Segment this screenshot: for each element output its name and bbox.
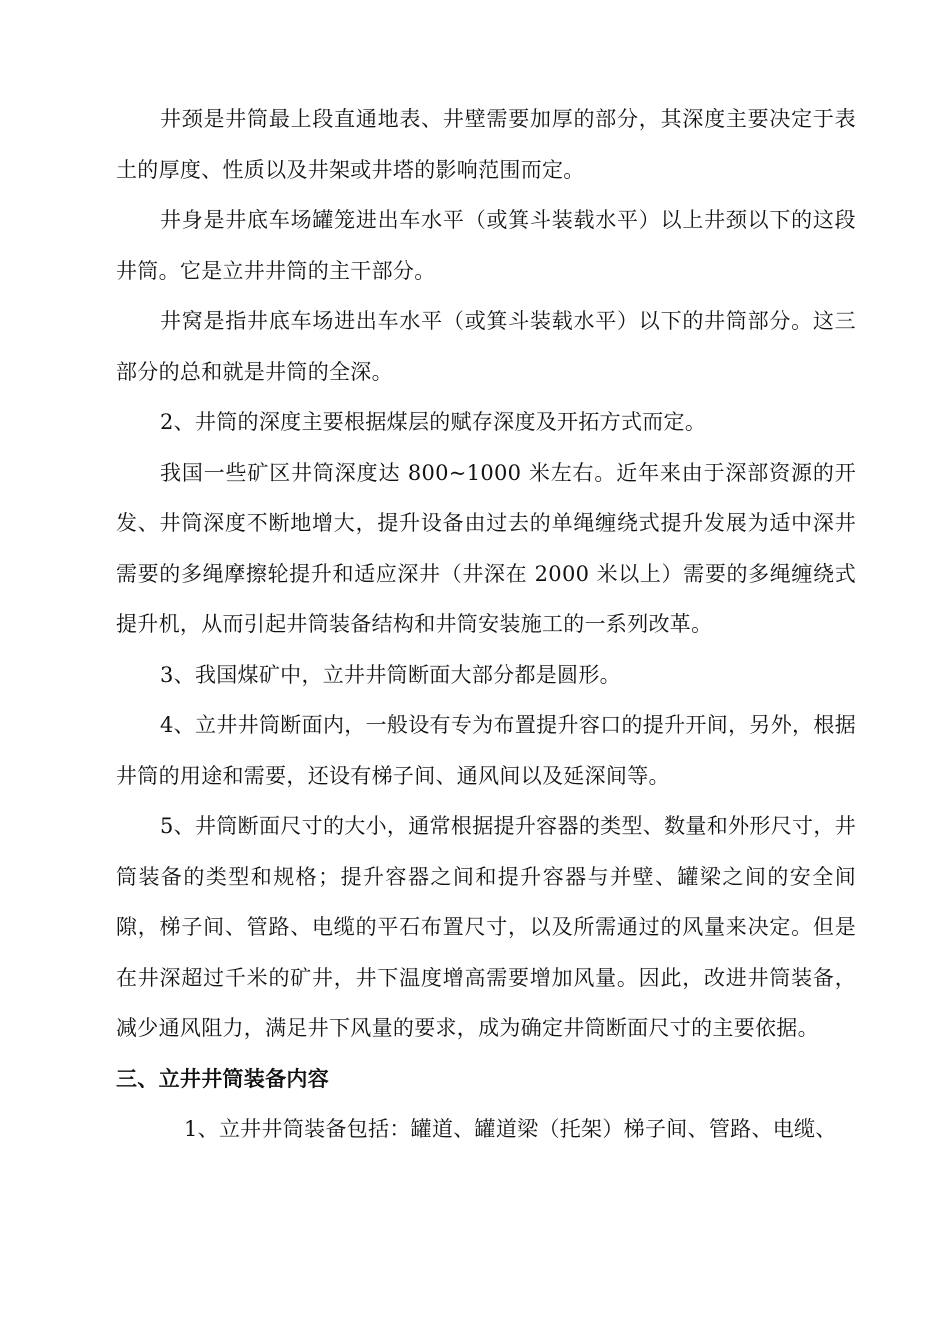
section-heading: 三、立井井筒装备内容 (116, 1065, 329, 1091)
paragraph-equipment-list: 1、立井井筒装备包括：罐道、罐道梁（托架）梯子间、管路、电缆、 (184, 1117, 837, 1141)
paragraph-shaft-depth: 2、井筒的深度主要根据煤层的赋存深度及开拓方式而定。 (160, 410, 707, 434)
paragraph-compartments: 4、立井井筒断面内，一般设有专为布置提升容口的提升开间，另外，根据井筒的用途和需要，还设有梯子间、通风间以及延深间等。 (116, 713, 856, 788)
paragraph-shaft-sump: 井窝是指井底车场进出车水平（或箕斗装载水平）以下的井筒部分。这三部分的总和就是井筒的全深。 (116, 309, 856, 384)
paragraph-cross-section-shape: 3、我国煤矿中，立井井筒断面大部分都是圆形。 (160, 662, 621, 687)
paragraph-china-depth: 我国一些矿区井筒深度达 800~1000 米左右。近年来由于深部资源的开发、井筒深度不断地增大，提升设备由过去的单绳缠绕式提升发展为适中深井需要的多绳摩擦轮提升和适应深井（井深在 2000 米以上）需要的多绳缠绕式提升机，从而引起井筒装备结构和井筒安装施工的一系列改革。 (116, 460, 856, 636)
paragraph-section-size: 5、井筒断面尺寸的大小，通常根据提升容器的类型、数量和外形尺寸，井筒装备的类型和规格；提升容器之间和提升容器与并壁、罐梁之间的安全间隙，梯子间、管路、电缆的平石布置尺寸，以及所需通过的风量来决定。但是在井深超过千米的矿井，井下温度增高需要增加风量。因此，改进井筒装备，减少通风阻力，满足井下风量的要求，成为确定井筒断面尺寸的主要依据。 (116, 814, 856, 1040)
paragraph-shaft-neck: 井颈是井筒最上段直通地表、井壁需要加厚的部分，其深度主要决定于表土的厚度、性质以及井架或井塔的影响范围而定。 (116, 107, 856, 182)
paragraph-shaft-body: 井身是井底车场罐笼进出车水平（或箕斗装载水平）以上井颈以下的这段井筒。它是立井井筒的主干部分。 (116, 208, 856, 283)
document-page (116, 94, 856, 1155)
